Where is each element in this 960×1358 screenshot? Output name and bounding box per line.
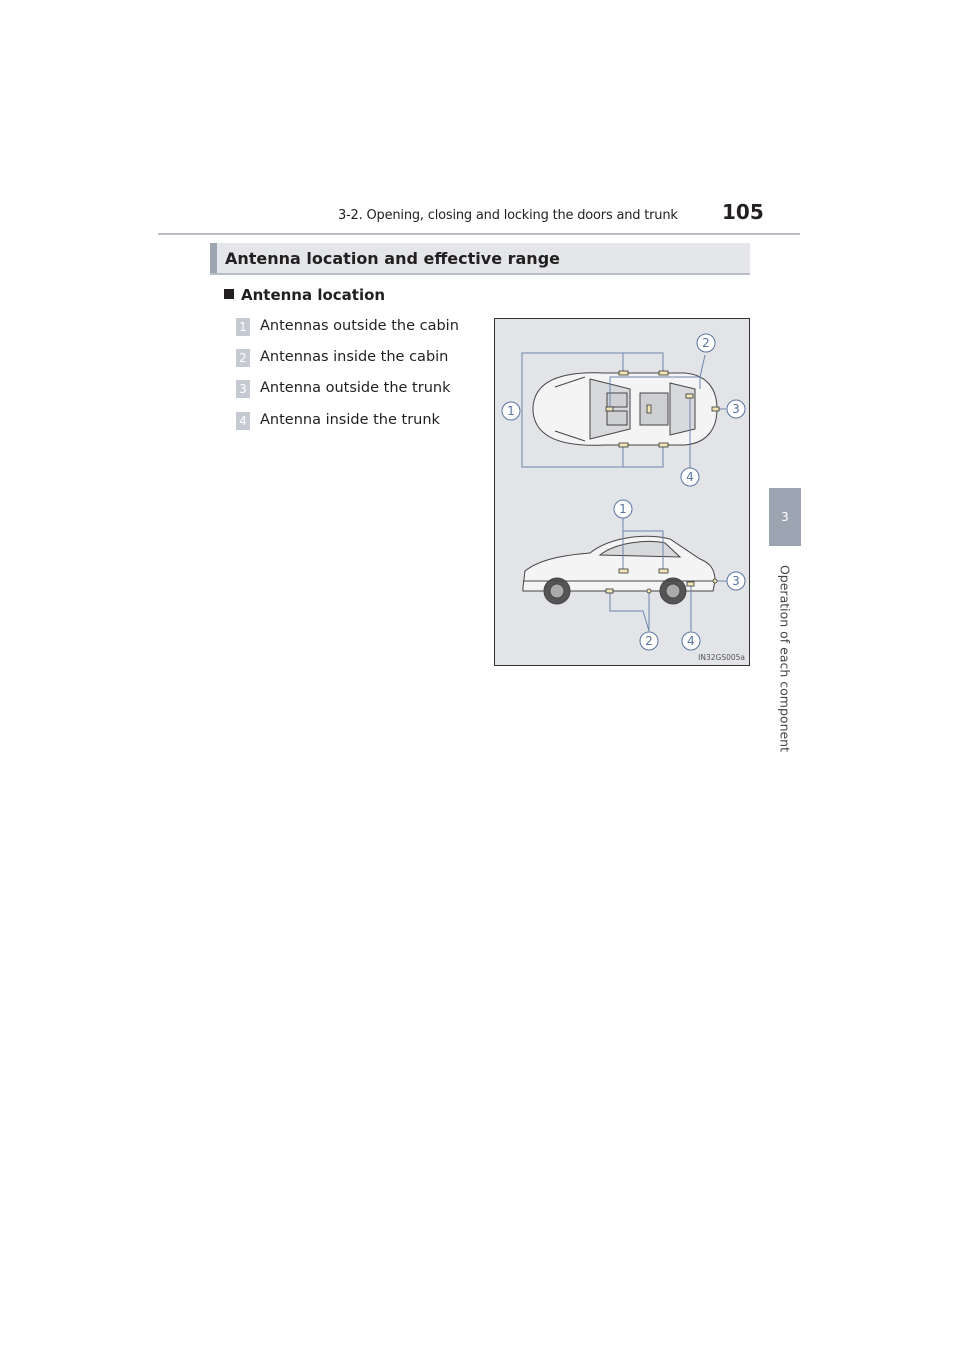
callout-label: 4 (686, 470, 694, 484)
callout-label: 2 (645, 634, 653, 648)
antenna-marker (619, 443, 628, 447)
callout (502, 402, 520, 420)
figure-code: IN32GS005a (698, 653, 745, 662)
antenna-marker (713, 579, 717, 583)
car-diagram (495, 319, 751, 667)
subheading (224, 286, 385, 304)
antenna-marker (606, 407, 613, 411)
callout (697, 334, 715, 352)
callout (682, 632, 700, 650)
callout-label: 1 (507, 404, 515, 418)
legend-number: 1 (236, 318, 250, 336)
antenna-marker (712, 407, 719, 411)
antenna-marker (659, 371, 668, 375)
legend-text: Antenna inside the trunk (260, 412, 440, 428)
antenna-marker (687, 582, 694, 586)
callout (727, 400, 745, 418)
legend-number: 4 (236, 412, 250, 430)
subheading-text: Antenna location (241, 286, 386, 304)
section-heading-bar (210, 243, 750, 275)
callout (640, 632, 658, 650)
legend-text: Antennas outside the cabin (260, 318, 459, 334)
header-divider (158, 233, 800, 235)
callout-label: 3 (732, 574, 740, 588)
chapter-tab-label: Operation of each component (777, 564, 793, 753)
antenna-marker (606, 589, 613, 593)
page-number: 105 (722, 200, 764, 224)
section-title: Antenna location and effective range (225, 249, 560, 268)
top-view-car (533, 373, 717, 446)
antenna-marker (686, 394, 693, 398)
callout-label: 1 (619, 502, 627, 516)
callout (681, 468, 699, 486)
callout (614, 500, 632, 518)
chapter-tab: 3 (769, 488, 801, 546)
chapter-section-title: 3-2. Opening, closing and locking the doors and trunk (338, 208, 678, 223)
antenna-marker (647, 589, 651, 593)
section-heading-accent (210, 243, 217, 273)
callout-label: 2 (702, 336, 710, 350)
antenna-marker (659, 443, 668, 447)
legend-text: Antenna outside the trunk (260, 380, 451, 396)
antenna-marker (619, 569, 628, 573)
callout (727, 572, 745, 590)
square-bullet-icon (224, 289, 234, 299)
legend-text: Antennas inside the cabin (260, 349, 449, 365)
callout-label: 3 (732, 402, 740, 416)
antenna-marker (659, 569, 668, 573)
antenna-marker (647, 405, 651, 413)
antenna-location-figure (494, 318, 750, 666)
legend-number: 2 (236, 349, 250, 367)
callout-label: 4 (687, 634, 695, 648)
antenna-marker (619, 371, 628, 375)
legend-number: 3 (236, 380, 250, 398)
